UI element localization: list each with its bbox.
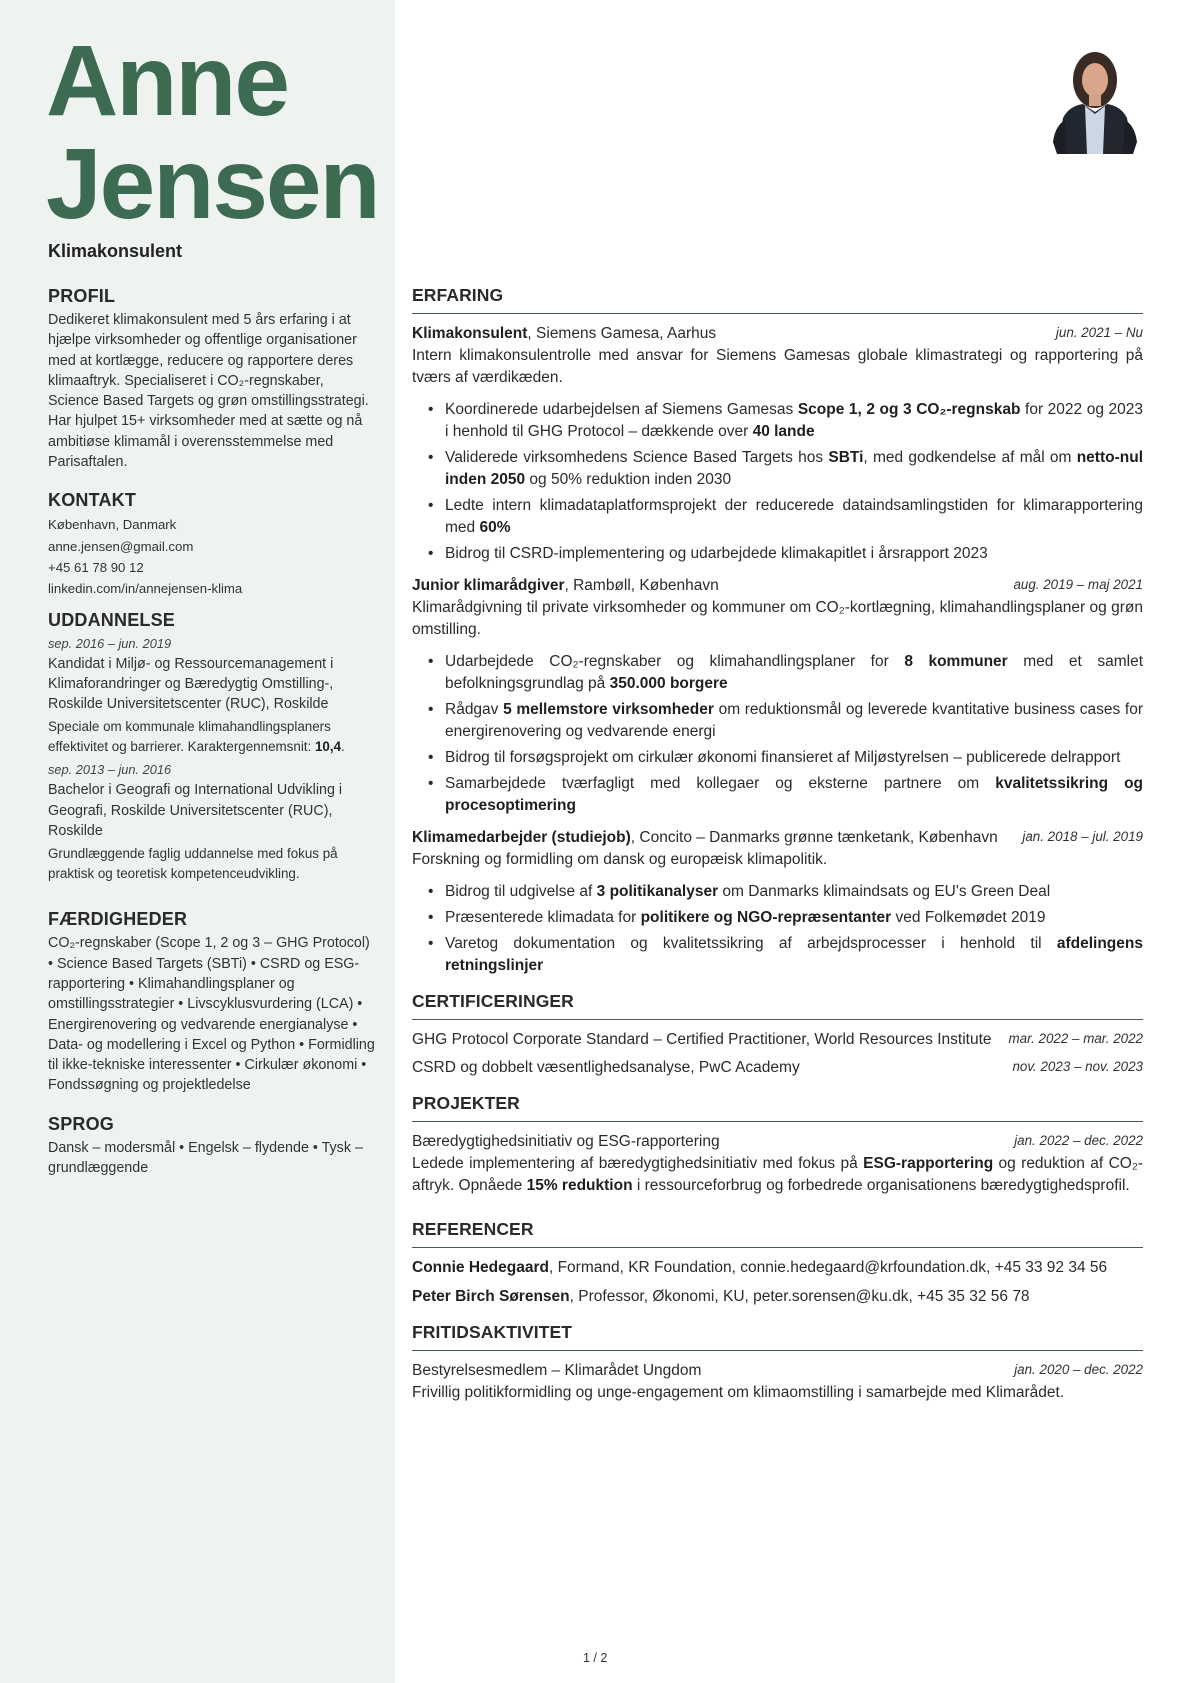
job-role: Klimakonsulent, Siemens Gamesa, Aarhus <box>412 325 717 342</box>
project-title: Bæredygtighedsinitiativ og ESG-rapportering <box>412 1133 720 1150</box>
languages-section <box>48 1114 378 1179</box>
education-description: Speciale om kommunale klimahandlingsplaners effektivitet og barrierer. Karaktergennemsnit: 10,4. <box>48 719 345 754</box>
profile-text: Dedikeret klimakonsulent med 5 års erfaring i at hjælpe virksomheder og offentlige organisationer med at kortlægge, reducere og rapportere deres klimaaftryk. Specialiseret i CO₂-regnskaber, Science Based Targets og grøn omstillingsstrategi. Har hjulpet 15+ virksomheder med at sætte og nå ambitiøse klimamål i overensstemmelse med Parisaftalen. <box>48 312 369 471</box>
contact-section <box>48 490 378 599</box>
bullet-item: • Validerede virksomhedens Science Based Targets hos SBTi, med godkendelse af mål om netto-nul inden 2050 og 50% reduktion inden 2030 <box>412 447 1143 491</box>
bullet-item: • Bidrog til forsøgsprojekt om cirkulær økonomi finansieret af Miljøstyrelsen – publicerede delrapport <box>412 747 1143 769</box>
job-role: Klimamedarbejder (studiejob), Concito – Danmarks grønne tænketank, København <box>412 829 998 846</box>
job-bullets <box>412 399 1143 565</box>
job-description: Intern klimakonsulentrolle med ansvar for Siemens Gamesas globale klimastrategi og rapportering på tværs af værdikæden. <box>412 347 1143 386</box>
bullet-item: • Bidrog til CSRD-implementering og udarbejdede klimakapitlet i årsrapport 2023 <box>412 543 1143 565</box>
projects-section <box>412 1093 1143 1197</box>
certifications-heading: CERTIFICERINGER <box>412 991 1143 1020</box>
bullet-item: • Bidrog til udgivelse af 3 politikanalyser om Danmarks klimaindsats og EU's Green Deal <box>412 881 1143 903</box>
education-item <box>48 634 378 757</box>
skills-section <box>48 909 378 1095</box>
leisure-description: Frivillig politikformidling og unge-engagement om klimaomstilling i samarbejde med Klimarådet. <box>412 1384 1065 1401</box>
leisure-heading: FRITIDSAKTIVITET <box>412 1322 1143 1351</box>
leisure-item <box>412 1360 1143 1382</box>
certification-text: GHG Protocol Corporate Standard – Certified Practitioner, World Resources Institute <box>412 1031 992 1048</box>
contact-linkedin[interactable]: linkedin.com/in/annejensen-klima <box>48 581 243 597</box>
education-date: sep. 2016 – jun. 2019 <box>48 635 172 651</box>
languages-heading: SPROG <box>48 1113 115 1134</box>
bullet-item: • Varetog dokumentation og kvalitetssikring af arbejdsprocesser i henhold til afdelingens retningslinjer <box>412 933 1143 977</box>
contact-heading: KONTAKT <box>48 490 137 511</box>
references-section <box>412 1219 1143 1308</box>
sidebar-content <box>48 286 378 1196</box>
projects-heading: PROJEKTER <box>412 1093 1143 1122</box>
jobs-list <box>412 323 1143 977</box>
job-date: jan. 2018 – jul. 2019 <box>1022 829 1143 844</box>
skills-heading: FÆRDIGHEDER <box>48 909 188 930</box>
certification-item <box>412 1057 1143 1079</box>
contact-location: København, Danmark <box>48 517 177 533</box>
leisure-section <box>412 1322 1143 1404</box>
education-description: Grundlæggende faglig uddannelse med fokus på praktisk og teoretisk kompetenceudvikling. <box>48 846 338 881</box>
job-entry <box>412 575 1143 817</box>
certification-text: CSRD og dobbelt væsentlighedsanalyse, PwC Academy <box>412 1059 800 1076</box>
experience-heading: ERFARING <box>412 285 1143 314</box>
project-description: Ledede implementering af bæredygtighedsinitiativ med fokus på ESG-rapportering og reduktion af CO₂-aftryk. Opnåede 15% reduktion i ressourceforbrug og forbedrede organisationens bæredygtighedsprofil. <box>412 1155 1143 1194</box>
languages-text: Dansk – modersmål • Engelsk – flydende • Tysk – grundlæggende <box>48 1139 363 1177</box>
reference-item: Peter Birch Sørensen, Professor, Økonomi, KU, peter.sorensen@ku.dk, +45 35 32 56 78 <box>412 1288 1030 1305</box>
first-name: Anne <box>46 25 288 137</box>
bullet-item: • Udarbejdede CO₂-regnskaber og klimahandlingsplaner for 8 kommuner med et samlet befolkningsgrundlag på 350.000 borgere <box>412 651 1143 695</box>
page-number: 1 / 2 <box>583 1651 608 1665</box>
job-bullets <box>412 651 1143 817</box>
certification-item <box>412 1029 1143 1051</box>
candidate-name <box>46 25 446 240</box>
main-content <box>412 285 1143 1418</box>
job-date: aug. 2019 – maj 2021 <box>1013 577 1143 592</box>
experience-section <box>412 285 1143 977</box>
bullet-item: • Koordinerede udarbejdelsen af Siemens Gamesas Scope 1, 2 og 3 CO₂-regnskab for 2022 og 2023 i henhold til GHG Protocol – dækkende over 40 lande <box>412 399 1143 443</box>
education-section <box>48 610 378 884</box>
bullet-item: • Præsenterede klimadata for politikere og NGO-repræsentanter ved Folkemødet 2019 <box>412 907 1143 929</box>
job-description: Klimarådgivning til private virksomheder og kommuner om CO₂-kortlægning, klimahandlingsplaner og grøn omstilling. <box>412 599 1143 638</box>
profile-heading: PROFIL <box>48 286 116 306</box>
certifications-section <box>412 991 1143 1079</box>
person-photo-icon <box>1035 42 1145 154</box>
education-title: Kandidat i Miljø- og Ressourcemanagement i Klimaforandringer og Bæredygtig Omstilling-, Roskilde Universitetscenter (RUC), Roskilde <box>48 655 334 713</box>
reference-item: Connie Hedegaard, Formand, KR Foundation, connie.hedegaard@krfoundation.dk, +45 33 92 34 56 <box>412 1259 1108 1276</box>
skills-text: CO₂-regnskaber (Scope 1, 2 og 3 – GHG Protocol) • Science Based Targets (SBTi) • CSRD og ESG-rapportering • Klimahandlingsplaner og omstillingsstrategier • Livscyklusvurdering (LCA) • Energirenovering og vedvarende energianalyse • Data- og modellering i Excel og Python • Formidling til ikke-tekniske interessenter • Cirkulær økonomi • Fondssøgning og projektledelse <box>48 935 375 1094</box>
education-item <box>48 760 378 883</box>
job-role: Junior klimarådgiver, Rambøll, København <box>412 577 719 594</box>
profile-section <box>48 286 378 472</box>
certification-date: mar. 2022 – mar. 2022 <box>1008 1031 1143 1046</box>
last-name: Jensen <box>46 128 379 240</box>
leisure-date: jan. 2020 – dec. 2022 <box>1014 1362 1143 1377</box>
project-date: jan. 2022 – dec. 2022 <box>1014 1133 1143 1148</box>
bullet-item: • Ledte intern klimadataplatformsprojekt der reducerede dataindsamlingstiden for klimarapportering med 60% <box>412 495 1143 539</box>
education-date: sep. 2013 – jun. 2016 <box>48 762 172 778</box>
job-entry <box>412 827 1143 977</box>
contact-email[interactable]: anne.jensen@gmail.com <box>48 538 194 554</box>
education-title: Bachelor i Geografi og International Udvikling i Geografi, Roskilde Universitetscenter (RUC), Roskilde <box>48 782 343 840</box>
project-item <box>412 1131 1143 1153</box>
leisure-title: Bestyrelsesmedlem – Klimarådet Ungdom <box>412 1362 702 1379</box>
job-title: Klimakonsulent <box>48 241 183 261</box>
job-entry <box>412 323 1143 565</box>
job-date: jun. 2021 – Nu <box>1055 325 1143 340</box>
references-heading: REFERENCER <box>412 1219 1143 1248</box>
certification-date: nov. 2023 – nov. 2023 <box>1012 1059 1143 1074</box>
job-description: Forskning og formidling om dansk og europæisk klimapolitik. <box>412 851 828 868</box>
job-bullets <box>412 881 1143 977</box>
education-heading: UDDANNELSE <box>48 609 176 630</box>
bullet-item: • Rådgav 5 mellemstore virksomheder om reduktionsmål og leverede kvantitative business cases for energirenovering og vedvarende energi <box>412 699 1143 743</box>
profile-photo <box>1035 42 1145 154</box>
bullet-item: • Samarbejdede tværfagligt med kollegaer og eksterne partnere om kvalitetssikring og procesoptimering <box>412 773 1143 817</box>
contact-phone[interactable]: +45 61 78 90 12 <box>48 559 144 575</box>
